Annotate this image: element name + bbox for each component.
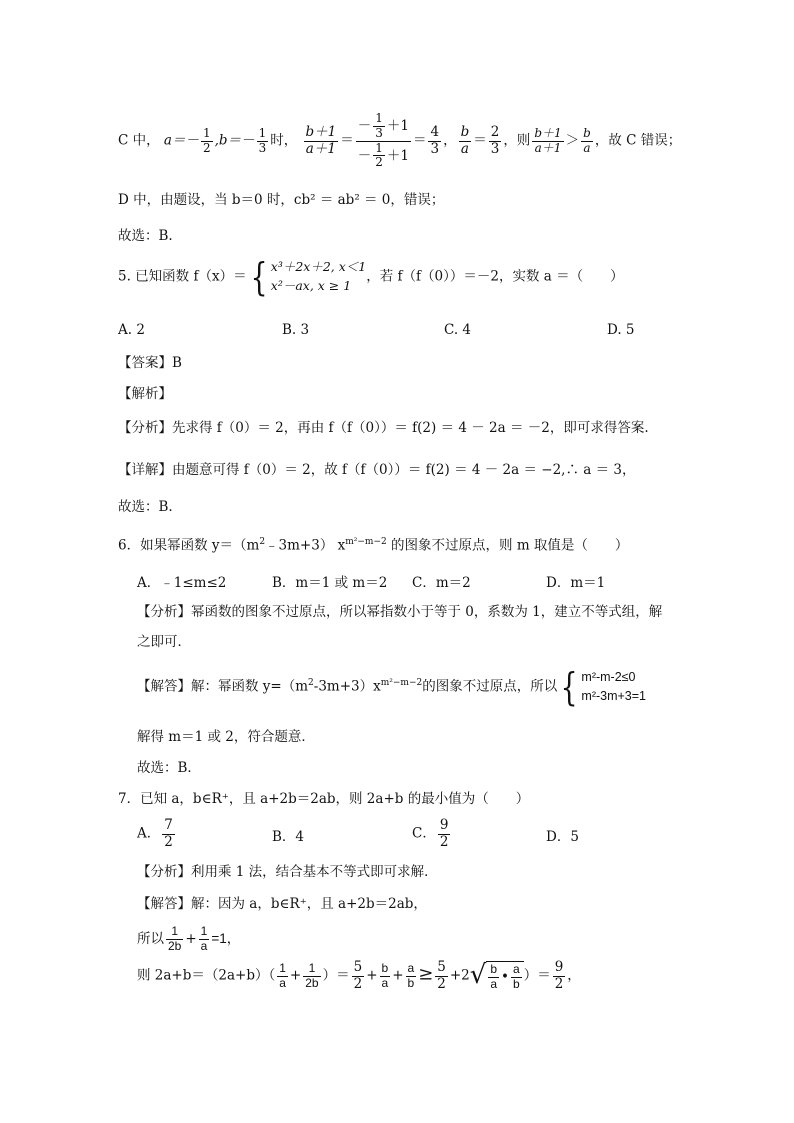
frac-two-thirds: $\frac{2}{3}$ <box>490 124 500 157</box>
q6-result: 解得 m＝1 或 2，符合题意． <box>137 729 315 745</box>
q6-option-b: B．m＝1 或 m＝2 <box>272 575 388 591</box>
line-c-prefix: C 中， <box>118 132 160 149</box>
q6-stem: 6．如果幂函数 $y=(m^2﹣3m+3)$ $x^{m^2-m-2}$ 的图象不过原点，则 m 取值是（ ） <box>118 537 629 554</box>
frac-compound: － $\frac{1}{3}$ ＋1 － $\frac{1}{2}$ ＋1 <box>357 111 409 170</box>
q7-suoyi: 所以 $\frac{1}{2b}$ + $\frac{1}{a}$ =1， <box>137 924 241 953</box>
frac-b1-a1: $\frac{b+1}{a+1}$ <box>305 124 337 157</box>
frac-b-a: $\frac{b}{a}$ <box>460 124 470 157</box>
q5-cases: x³＋2x＋2, x＜1 x²－ax, x ≥ 1 <box>270 259 367 293</box>
line-c-end: ，故 C 错误； <box>594 132 682 149</box>
line-d: D 中，由题设，当 b＝0 时，cb² ＝ ab² ＝ 0，错误； <box>118 192 445 208</box>
q5-option-c: C. 4 <box>444 322 472 338</box>
q5-fenxi: 【分析】先求得 f（0）＝ 2，再由 f（f（0））＝ f(2) ＝ 4 － 2a ＝ －2，即可求得答案. <box>118 420 649 436</box>
q7-ze: 则 2a+b＝（2a+b）（ $\frac{1}{a}$ + $\frac{1}{2b}$ ）＝ $\frac{5}{2}$ + $\frac{b}{a}$ + $\frac{a}{b}$ ≥ $\frac{5}{2}$ +2√ $\frac{b}{a}$ • $\frac{a}{b}$ ）＝ $\frac{9}{2}$ ， <box>137 959 581 992</box>
q7-option-b: B．4 <box>272 829 305 845</box>
choose-2: 故选：B. <box>118 499 173 515</box>
brace-icon: { <box>250 255 268 299</box>
analysis-head: 【解析】 <box>118 386 172 402</box>
q6-jieda: 【解答】解：幂函数 $y=(m^2-3m+3)x^{m^2-m-2}$的图象不过原点，所以{ m²-m-2≤0 m²-3m+3=1 <box>137 665 647 709</box>
q5-option-d: D. 5 <box>607 322 635 338</box>
q5-option-a: A. 2 <box>118 322 145 338</box>
q7-fenxi: 【分析】利用乘 1 法，结合基本不等式即可求解． <box>137 864 438 880</box>
frac-half: $\frac{1}{2}$ <box>202 125 211 155</box>
q5-stem <box>118 255 624 299</box>
cond-a: a＝－ <box>163 132 199 149</box>
q6-fenxi-2: 之即可． <box>137 634 191 650</box>
q5-stem-b: ，若 f（f（0））＝－2，实数 a ＝（ ） <box>366 268 624 285</box>
choose-1: 故选：B. <box>118 228 173 244</box>
q6-system: m²-m-2≤0 m²-3m+3=1 <box>581 670 647 703</box>
q7-stem: 7．已知 a，b∈R⁺，且 a+2b＝2ab，则 2a+b 的最小值为（ ） <box>118 791 530 807</box>
q6-exponent: m²−m−2 <box>345 537 387 547</box>
q6-option-c: C．m＝2 <box>412 575 471 591</box>
line-c: C 中， a＝－ $\frac{1}{2}$ ,b＝－ $\frac{1}{3}$ 时， $\frac{b+1}{a+1}$ ＝ － $\frac{1}{3}$ ＋1 － $\frac{1}{2}$ ＋1 ＝ $\frac{4}{3}$ ， $\frac{b}{a}$ ＝ $\frac{2}{3}$ ，则 $\frac{b+1}{a+1}$ ＞ $\frac{b}{a}$ ，故 C 错误； <box>118 111 682 170</box>
cond-b: ,b＝－ <box>214 132 255 149</box>
when-text: 时， <box>270 132 298 149</box>
q7-option-d: D．5 <box>546 829 579 845</box>
q7-option-c: C． $\frac{9}{2}$ <box>412 817 449 850</box>
answer: 【答案】B <box>118 355 182 371</box>
frac-b-a-small: $\frac{b}{a}$ <box>583 125 591 155</box>
frac-third: $\frac{1}{3}$ <box>258 125 267 155</box>
q6-fenxi-1: 【分析】幂函数的图象不过原点，所以幂指数小于等于 0，系数为 1，建立不等式组，解 <box>137 604 663 620</box>
q7-jieda: 【解答】解：因为 a，b∈R⁺，且 a+2b＝2ab， <box>137 896 427 912</box>
q6-choose: 故选：B． <box>137 760 201 776</box>
q5-stem-a: 5. 已知函数 f（x）＝ <box>118 268 247 285</box>
q5-xiangjie: 【详解】由题意可得 f（0）＝ 2，故 f（f（0））＝ f(2) ＝ 4 － 2a ＝ −2,∴ a ＝ 3， <box>118 462 636 478</box>
q6-option-a: A．﹣1≤m≤2 <box>137 575 227 591</box>
q5-option-b: B. 3 <box>282 322 310 338</box>
q7-option-a: A． $\frac{7}{2}$ <box>137 817 173 850</box>
brace-icon: { <box>560 665 578 709</box>
frac-four-thirds: $\frac{4}{3}$ <box>430 124 440 157</box>
sqrt-icon: √ $\frac{b}{a}$ • $\frac{a}{b}$ <box>470 960 524 991</box>
q6-option-d: D．m＝1 <box>546 575 606 591</box>
frac-b1-a1-small: $\frac{b+1}{a+1}$ <box>534 125 562 155</box>
